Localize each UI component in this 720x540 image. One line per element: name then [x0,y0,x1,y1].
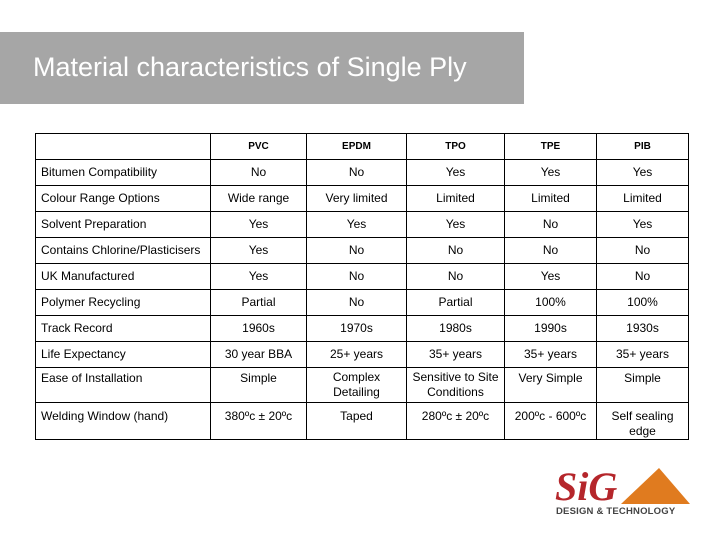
table-cell: 25+ years [307,342,407,368]
logo-brand-text: SiG [555,466,618,509]
table-cell: 30 year BBA [211,342,307,368]
header-cell-tpo: TPO [407,134,505,160]
table-cell: Yes [211,212,307,238]
table-cell: Simple [211,368,307,403]
table-cell: No [505,238,597,264]
table-row [36,316,689,342]
table-cell: 1960s [211,316,307,342]
table-cell: Very Simple [505,368,597,403]
table-row [36,186,689,212]
header-cell-blank [36,134,211,160]
table-cell: 280ºc ± 20ºc [407,403,505,440]
table-cell: No [307,264,407,290]
title-bar [0,32,524,104]
table-cell: 380ºc ± 20ºc [211,403,307,440]
table-cell: No [211,160,307,186]
table-cell: 100% [505,290,597,316]
table-cell: 1990s [505,316,597,342]
row-label: Ease of Installation [36,368,211,403]
table-header-row [36,134,689,160]
table-cell: 35+ years [597,342,689,368]
table-row [36,238,689,264]
table-row [36,368,689,403]
header-cell-tpe: TPE [505,134,597,160]
table-cell: No [307,290,407,316]
table-cell: Wide range [211,186,307,212]
table-cell: Yes [407,212,505,238]
table-cell: Yes [211,264,307,290]
table-row [36,264,689,290]
header-cell-pvc: PVC [211,134,307,160]
table-cell: 100% [597,290,689,316]
table-cell: Yes [597,212,689,238]
table-cell: Taped [307,403,407,440]
table-cell: No [407,238,505,264]
table-row [36,212,689,238]
table-row [36,290,689,316]
table-cell: 1980s [407,316,505,342]
table-row [36,160,689,186]
logo-orange-triangle [621,468,690,504]
table-row [36,403,689,440]
row-label: Colour Range Options [36,186,211,212]
table-cell: Complex Detailing [307,368,407,403]
table-cell: Limited [597,186,689,212]
logo-tagline: DESIGN & TECHNOLOGY [556,506,676,517]
table-cell: No [307,160,407,186]
table-cell: Self sealing edge [597,403,689,440]
table-cell: Very limited [307,186,407,212]
table-cell: Simple [597,368,689,403]
table-cell: No [505,212,597,238]
row-label: Bitumen Compatibility [36,160,211,186]
table-cell: Yes [307,212,407,238]
table-cell: 1970s [307,316,407,342]
table-cell: Yes [407,160,505,186]
table-cell: Partial [211,290,307,316]
material-table [35,133,689,440]
row-label: Track Record [36,316,211,342]
table-cell: Partial [407,290,505,316]
table-cell: No [307,238,407,264]
table-cell: Limited [505,186,597,212]
table-cell: Yes [505,264,597,290]
table-cell: 35+ years [505,342,597,368]
table-cell: No [597,264,689,290]
row-label: UK Manufactured [36,264,211,290]
row-label: Welding Window (hand) [36,403,211,440]
row-label: Solvent Preparation [36,212,211,238]
table-cell: No [597,238,689,264]
table-cell: Yes [211,238,307,264]
table-row [36,342,689,368]
table-cell: Sensitive to Site Conditions [407,368,505,403]
row-label: Life Expectancy [36,342,211,368]
table-cell: No [407,264,505,290]
header-cell-pib: PIB [597,134,689,160]
table-cell: 200ºc - 600ºc [505,403,597,440]
table-cell: Limited [407,186,505,212]
row-label: Contains Chlorine/Plasticisers [36,238,211,264]
row-label: Polymer Recycling [36,290,211,316]
table-cell: 1930s [597,316,689,342]
table-cell: Yes [597,160,689,186]
header-cell-epdm: EPDM [307,134,407,160]
table-cell: Yes [505,160,597,186]
slide-title: Material characteristics of Single Ply [33,52,467,82]
table-cell: 35+ years [407,342,505,368]
